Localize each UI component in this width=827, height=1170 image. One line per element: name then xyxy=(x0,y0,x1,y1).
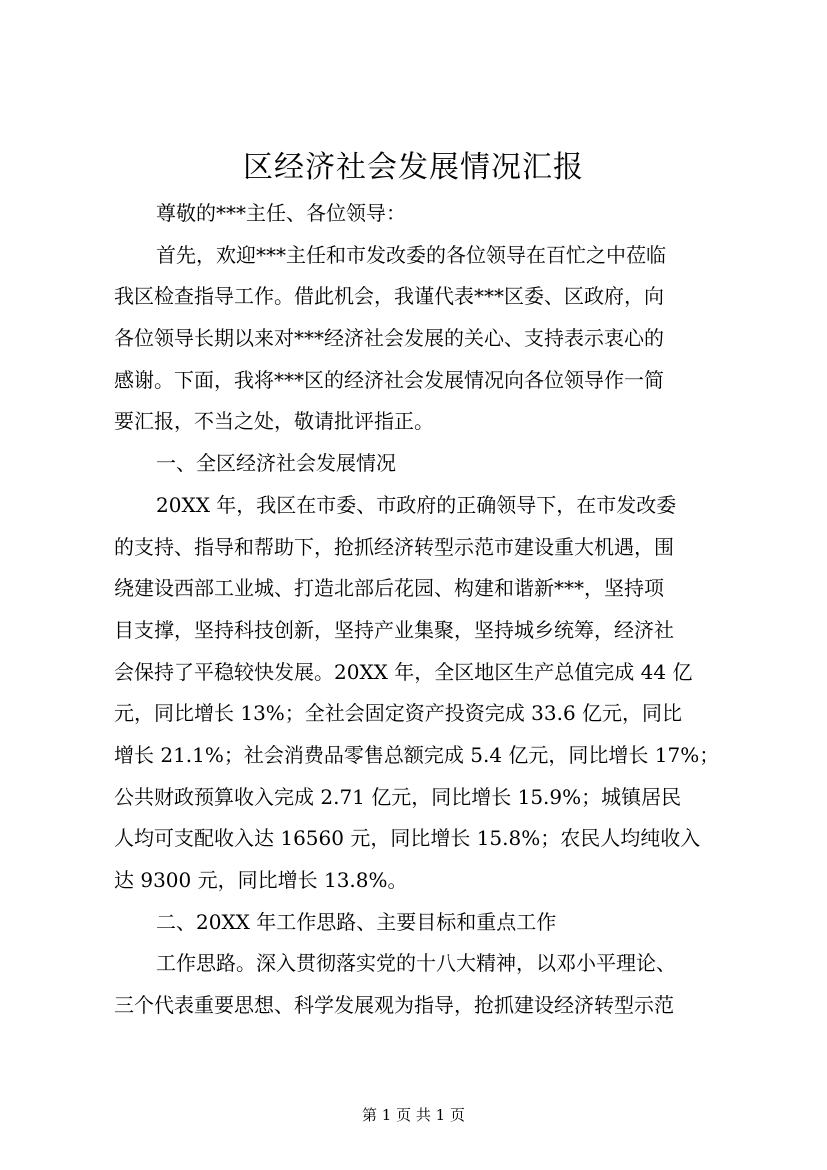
document-title: 区经济社会发展情况汇报 xyxy=(243,150,584,185)
paragraph-line: 目支撑，坚持科技创新，坚持产业集聚，坚持城乡统筹，经济社 xyxy=(114,617,674,642)
section-heading: 二、20XX 年工作思路、主要目标和重点工作 xyxy=(156,909,557,934)
paragraph-line: 20XX 年，我区在市委、市政府的正确领导下，在市发改委 xyxy=(156,492,677,517)
paragraph-line: 达 9300 元，同比增长 13.8%。 xyxy=(114,868,408,892)
paragraph-line: 会保持了平稳较快发展。20XX 年，全区地区生产总值完成 44 亿 xyxy=(114,659,693,684)
paragraph-line: 公共财政预算收入完成 2.71 亿元，同比增长 15.9%；城镇居民 xyxy=(114,784,682,809)
paragraph-line: 工作思路。深入贯彻落实党的十八大精神，以邓小平理论、 xyxy=(156,951,676,976)
paragraph-line: 感谢。下面，我将***区的经济社会发展情况向各位领导作一简 xyxy=(114,367,664,392)
paragraph-line: 绕建设西部工业城、打造北部后花园、构建和谐新***，坚持项 xyxy=(114,576,664,601)
salutation-line: 尊敬的***主任、各位领导： xyxy=(156,201,406,225)
section-heading: 一、全区经济社会发展情况 xyxy=(156,451,396,476)
paragraph-line: 元，同比增长 13%；全社会固定资产投资完成 33.6 亿元，同比 xyxy=(114,701,683,726)
paragraph-line: 人均可支配收入达 16560 元，同比增长 15.8%；农民人均纯收入 xyxy=(114,826,701,851)
paragraph-line: 增长 21.1%；社会消费品零售总额完成 5.4 亿元，同比增长 17%； xyxy=(114,742,720,767)
document-body xyxy=(114,193,734,1027)
paragraph-line: 三个代表重要思想、科学发展观为指导，抢抓建设经济转型示范 xyxy=(114,993,674,1018)
paragraph-line: 的支持、指导和帮助下，抢抓经济转型示范市建设重大机遇，围 xyxy=(114,534,674,559)
paragraph-line: 各位领导长期以来对***经济社会发展的关心、支持表示衷心的 xyxy=(114,326,664,351)
paragraph-line: 要汇报，不当之处，敬请批评指正。 xyxy=(114,409,434,434)
paragraph-line: 我区检查指导工作。借此机会，我谨代表***区委、区政府，向 xyxy=(114,284,664,309)
page-footer: 第 1 页 共 1 页 xyxy=(362,1106,465,1124)
paragraph-line: 首先，欢迎***主任和市发改委的各位领导在百忙之中莅临 xyxy=(156,242,666,267)
